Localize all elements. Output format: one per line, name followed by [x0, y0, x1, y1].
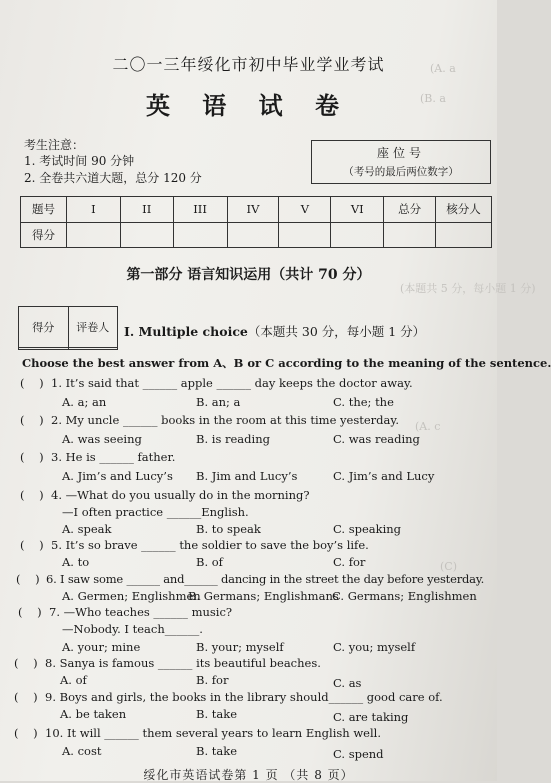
question-stem: 1. It’s said that ______ apple ______ day keeps the doctor away.	[51, 376, 413, 390]
score-table	[20, 196, 492, 248]
option-b: B. take	[196, 707, 238, 721]
instruction: Choose the best answer from A、B or C according to the meaning of the sentence.	[22, 356, 551, 370]
answer-bracket[interactable]: ( )	[20, 538, 44, 552]
notice-line-1: 1. 考试时间 90 分钟	[24, 154, 135, 168]
answer-bracket[interactable]: ( )	[18, 605, 42, 619]
question-stem: 2. My uncle ______ books in the room at this time yesterday.	[51, 413, 400, 427]
option-a: A. your; mine	[62, 640, 141, 654]
grader-name-cell[interactable]	[68, 347, 118, 349]
question-stem: 3. He is ______ father.	[51, 450, 176, 464]
question-stem: 4. —What do you usually do in the morning?	[51, 488, 310, 502]
score-cell[interactable]	[384, 222, 436, 248]
score-header-cell: II	[120, 197, 173, 223]
option-b: B. Jim and Lucy’s	[196, 469, 298, 483]
score-header-cell: 核分人	[436, 197, 492, 223]
score-cell[interactable]	[66, 222, 120, 248]
section-title: 第一部分 语言知识运用（共计 70 分）	[126, 267, 371, 283]
option-c: C. Germans; Englishmen	[332, 589, 477, 603]
option-a: A. to	[62, 555, 90, 569]
question-stem-line-2: —I often practice ______English.	[62, 505, 249, 519]
subject-title: 英 语 试 卷	[145, 91, 352, 120]
seat-number-box[interactable]	[311, 140, 491, 184]
option-b: B. Germans; Englishmans	[188, 589, 339, 603]
option-a: A. cost	[62, 744, 102, 758]
option-c: C. as	[333, 676, 362, 690]
score-header-cell: IV	[227, 197, 279, 223]
answer-bracket[interactable]: ( )	[16, 572, 40, 586]
option-b: B. your; myself	[196, 640, 284, 654]
notice-heading: 考生注意：	[24, 138, 85, 152]
question-stem-line-2: —Nobody. I teach______.	[62, 622, 203, 636]
score-header-cell: V	[279, 197, 331, 223]
part-heading	[124, 322, 425, 340]
seat-number-note: （考号的最后两位数字）	[343, 166, 459, 178]
part-label: I. Multiple choice	[124, 324, 248, 339]
exam-title: 二〇一三年绥化市初中毕业学业考试	[112, 55, 385, 74]
score-header-cell: VI	[331, 197, 384, 223]
option-c: C. are taking	[333, 710, 409, 724]
answer-bracket[interactable]: ( )	[14, 726, 38, 740]
score-header-cell: I	[66, 197, 120, 223]
option-a: A. a; an	[62, 395, 107, 409]
grader-name-label: 评卷人	[68, 307, 118, 348]
notice-line-2: 2. 全卷共六道大题，总分 120 分	[24, 171, 202, 185]
question-stem: 9. Boys and girls, the books in the library should______ good care of.	[45, 690, 443, 704]
answer-bracket[interactable]: ( )	[20, 413, 44, 427]
score-cell[interactable]	[279, 222, 331, 248]
answer-bracket[interactable]: ( )	[14, 690, 38, 704]
score-table-header-row	[21, 197, 492, 223]
part-note: （本题共 30 分，每小题 1 分）	[247, 324, 426, 339]
option-b: B. of	[196, 555, 223, 569]
bleed-through-text: (A. a	[430, 62, 456, 75]
bleed-through-text: (C)	[440, 560, 457, 573]
option-c: C. you; myself	[333, 640, 416, 654]
score-header-cell: 总分	[384, 197, 436, 223]
score-table-score-row	[21, 222, 492, 248]
option-a: A. of	[60, 673, 87, 687]
grader-score-cell[interactable]	[19, 347, 69, 349]
grader-score-label: 得分	[19, 307, 69, 348]
score-cell[interactable]	[120, 222, 173, 248]
option-a: A. be taken	[60, 707, 127, 721]
question-stem: 5. It’s so brave ______ the soldier to save the boy’s life.	[51, 538, 369, 552]
option-b: B. an; a	[196, 395, 241, 409]
score-cell[interactable]	[331, 222, 384, 248]
option-c: C. the; the	[333, 395, 394, 409]
question-stem: 8. Sanya is famous ______ its beautiful beaches.	[45, 656, 321, 670]
answer-bracket[interactable]: ( )	[20, 488, 44, 502]
bleed-through-text: (B. a	[420, 92, 446, 105]
score-row-label: 得分	[21, 222, 67, 248]
option-c: C. was reading	[333, 432, 420, 446]
question-stem: 7. —Who teaches ______ music?	[49, 605, 233, 619]
option-a: A. speak	[62, 522, 112, 536]
option-c: C. speaking	[333, 522, 402, 536]
option-a: A. Jim’s and Lucy’s	[62, 469, 173, 483]
grader-table	[18, 306, 118, 350]
option-b: B. to speak	[196, 522, 261, 536]
bleed-through-text: (A. c	[415, 420, 441, 433]
score-cell[interactable]	[227, 222, 279, 248]
answer-bracket[interactable]: ( )	[14, 656, 38, 670]
page-footer: 绥化市英语试卷第 1 页 （共 8 页）	[143, 768, 354, 782]
bleed-through-text: (本题共 5 分，每小题 1 分)	[400, 282, 536, 295]
question-stem: 6. I saw some ______ and______ dancing in the street the day before yesterday.	[46, 572, 485, 586]
option-c: C. Jim’s and Lucy	[333, 469, 435, 483]
score-header-cell: 题号	[21, 197, 67, 223]
answer-bracket[interactable]: ( )	[20, 450, 44, 464]
score-cell[interactable]	[436, 222, 492, 248]
option-b: B. for	[196, 673, 229, 687]
answer-bracket[interactable]: ( )	[20, 376, 44, 390]
question-stem: 10. It will ______ them several years to learn English well.	[45, 726, 381, 740]
option-a: A. was seeing	[62, 432, 142, 446]
option-c: C. spend	[333, 747, 384, 761]
option-b: B. take	[196, 744, 238, 758]
option-b: B. is reading	[196, 432, 270, 446]
option-c: C. for	[333, 555, 366, 569]
score-cell[interactable]	[173, 222, 227, 248]
score-header-cell: III	[173, 197, 227, 223]
seat-number-label: 座位号	[376, 146, 425, 160]
option-a: A. Germen; Englishmen	[62, 589, 201, 603]
